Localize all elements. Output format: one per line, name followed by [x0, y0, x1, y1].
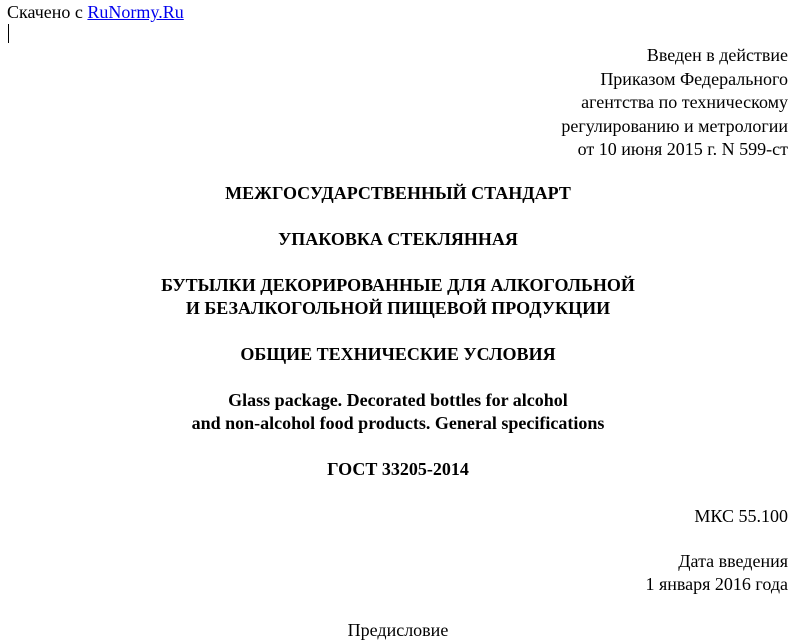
title-en-line: and non-alcohol food products. General specifications — [191, 413, 605, 433]
title-en-line: Glass package. Decorated bottles for alcohol — [228, 390, 568, 410]
category-heading: УПАКОВКА СТЕКЛЯННАЯ — [278, 229, 518, 249]
enactment-line: регулированию и метрологии — [561, 115, 788, 136]
text-cursor — [8, 24, 9, 43]
enactment-line: Приказом Федерального — [600, 68, 788, 89]
preface-heading: Предисловие — [347, 620, 449, 640]
enactment-block — [561, 44, 788, 162]
enactment-line: агентства по техническому — [581, 92, 788, 112]
introduction-date-label: Дата введения — [678, 551, 788, 571]
subtitle-ru: ОБЩИЕ ТЕХНИЧЕСКИЕ УСЛОВИЯ — [240, 344, 556, 364]
gost-number: ГОСТ 33205-2014 — [327, 459, 469, 479]
enactment-line: Введен в действие — [646, 45, 788, 65]
enactment-line: от 10 июня 2015 г. N 599-ст — [577, 139, 788, 159]
source-prefix: Скачено с — [7, 2, 88, 22]
introduction-date-value: 1 января 2016 года — [645, 574, 788, 594]
title-ru — [0, 274, 790, 320]
introduction-date-block — [645, 550, 788, 596]
standard-type-heading: МЕЖГОСУДАРСТВЕННЫЙ СТАНДАРТ — [225, 183, 571, 203]
mks-code: МКС 55.100 — [694, 506, 788, 526]
title-ru-line: И БЕЗАЛКОГОЛЬНОЙ ПИЩЕВОЙ ПРОДУКЦИИ — [185, 298, 611, 318]
source-link[interactable]: RuNormy.Ru — [87, 2, 184, 22]
title-en — [0, 389, 790, 435]
title-ru-line: БУТЫЛКИ ДЕКОРИРОВАННЫЕ ДЛЯ АЛКОГОЛЬНОЙ — [161, 275, 635, 295]
source-attribution — [7, 1, 184, 23]
